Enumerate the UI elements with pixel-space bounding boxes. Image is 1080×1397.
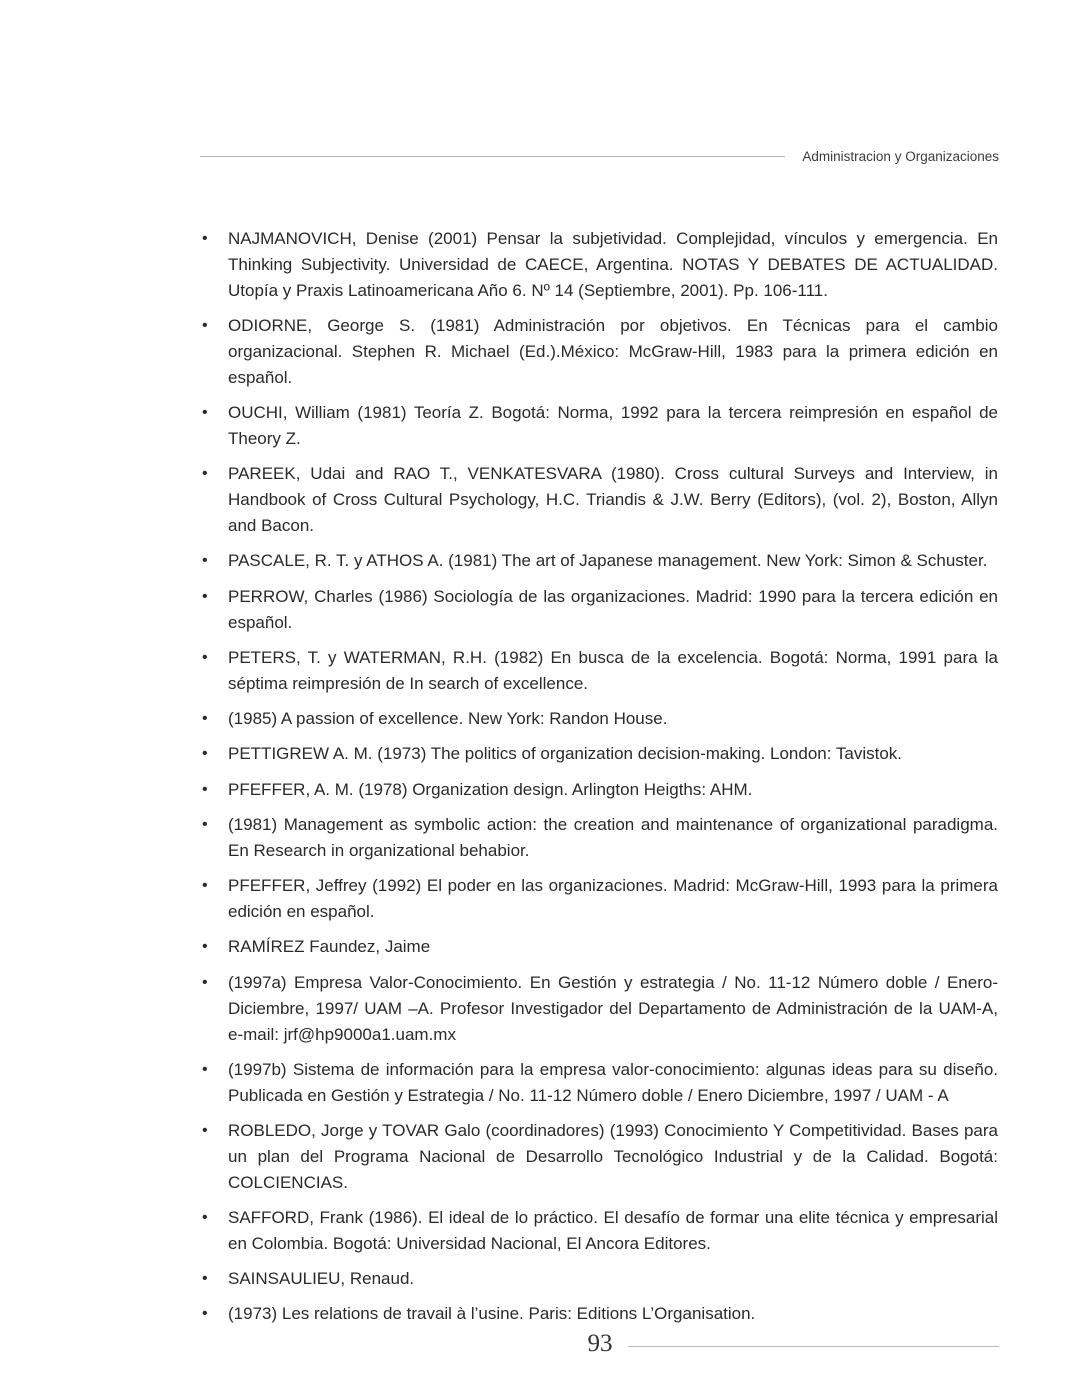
reference-item: • NAJMANOVICH, Denise (2001) Pensar la subjetividad. Complejidad, vínculos y emergencia. En Thinking Subjectivity. Universidad de CAECE, Argentina. NOTAS Y DEBATES DE ACTUALIDAD. Utopía y Praxis Latinoamericana Año 6. Nº 14 (Septiembre, 2001). Pp. 106-111. (200, 226, 998, 304)
reference-item: • (1985) A passion of excellence. New York: Randon House. (200, 706, 998, 732)
reference-item: • PASCALE, R. T. y ATHOS A. (1981) The art of Japanese management. New York: Simon & Schuster. (200, 548, 998, 574)
reference-item: • RAMÍREZ Faundez, Jaime (200, 934, 998, 960)
reference-item: • ROBLEDO, Jorge y TOVAR Galo (coordinadores) (1993) Conocimiento Y Competitividad. Bases para un plan del Programa Nacional de Desarrollo Tecnológico Industrial y de la Calidad. Bogotá: COLCIENCIAS. (200, 1118, 998, 1196)
reference-item: • PFEFFER, A. M. (1978) Organization design. Arlington Heigths: AHM. (200, 777, 998, 803)
reference-item: • PAREEK, Udai and RAO T., VENKATESVARA (1980). Cross cultural Surveys and Interview, in Handbook of Cross Cultural Psychology, H.C. Triandis & J.W. Berry (Editors), (vol. 2), Boston, Allyn and Bacon. (200, 461, 998, 539)
reference-item: • OUCHI, William (1981) Teoría Z. Bogotá: Norma, 1992 para la tercera reimpresión en español de Theory Z. (200, 400, 998, 452)
reference-item: • PETERS, T. y WATERMAN, R.H. (1982) En busca de la excelencia. Bogotá: Norma, 1991 para la séptima reimpresión de In search of excellence. (200, 645, 998, 697)
page-number: 93 (587, 1330, 613, 1357)
running-title: Administracion y Organizaciones (802, 149, 999, 164)
footer-rule (628, 1346, 999, 1347)
reference-item: • (1997a) Empresa Valor-Conocimiento. En Gestión y estrategia / No. 11-12 Número doble / Enero-Diciembre, 1997/ UAM –A. Profesor Investigador del Departamento de Administración de la UAM-A, e-mail: jrf@hp9000a1.uam.mx (200, 970, 998, 1048)
reference-item: • (1997b) Sistema de información para la empresa valor-conocimiento: algunas ideas para su diseño. Publicada en Gestión y Estrategia / No. 11-12 Número doble / Enero Diciembre, 1997 / UAM - A (200, 1057, 998, 1109)
reference-item: • SAFFORD, Frank (1986). El ideal de lo práctico. El desafío de formar una elite técnica y empresarial en Colombia. Bogotá: Universidad Nacional, El Ancora Editores. (200, 1205, 998, 1257)
reference-item: • ODIORNE, George S. (1981) Administración por objetivos. En Técnicas para el cambio organizacional. Stephen R. Michael (Ed.).México: McGraw-Hill, 1983 para la primera edición en español. (200, 313, 998, 391)
reference-item: • PFEFFER, Jeffrey (1992) El poder en las organizaciones. Madrid: McGraw-Hill, 1993 para la primera edición en español. (200, 873, 998, 925)
reference-item: • (1973) Les relations de travail à l’usine. Paris: Editions L’Organisation. (200, 1301, 998, 1327)
header-rule (200, 156, 785, 157)
reference-item: • SAINSAULIEU, Renaud. (200, 1266, 998, 1292)
reference-list (200, 226, 998, 1336)
reference-item: • PERROW, Charles (1986) Sociología de las organizaciones. Madrid: 1990 para la tercera edición en español. (200, 584, 998, 636)
reference-item: • (1981) Management as symbolic action: the creation and maintenance of organizational paradigma. En Research in organizational behabior. (200, 812, 998, 864)
reference-item: • PETTIGREW A. M. (1973) The politics of organization decision-making. London: Tavistok. (200, 741, 998, 767)
